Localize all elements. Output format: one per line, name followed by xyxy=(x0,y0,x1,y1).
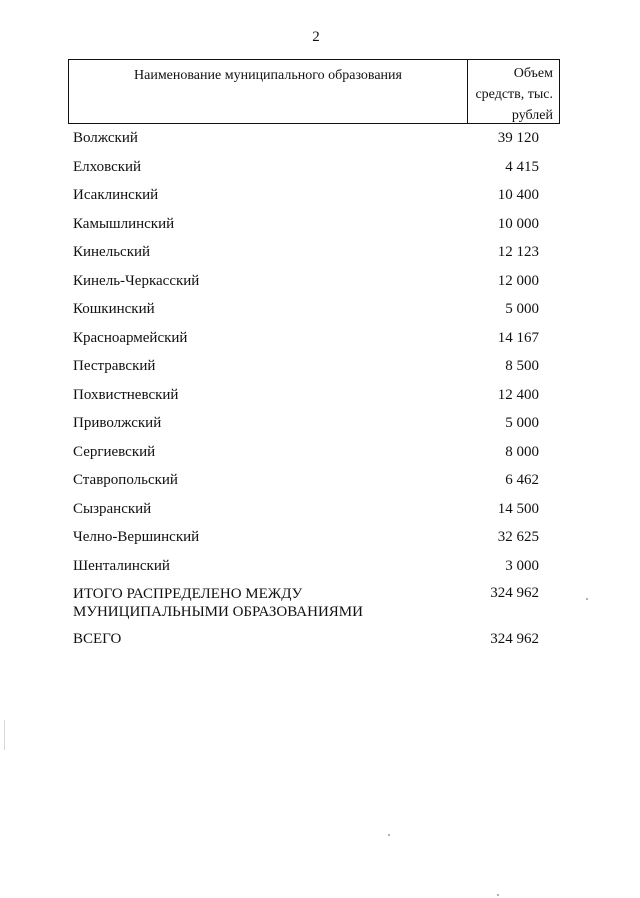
funds-value: 6 462 xyxy=(505,472,539,488)
table-row xyxy=(73,527,560,556)
table-row xyxy=(73,214,560,243)
municipality-name: Похвистневский xyxy=(73,386,179,403)
funds-value: 10 400 xyxy=(497,187,539,203)
funds-value: 5 000 xyxy=(505,301,539,317)
table-row xyxy=(73,470,560,499)
header-volume-line: Объем xyxy=(513,66,553,81)
funds-value: 12 000 xyxy=(497,272,539,289)
funds-value: 4 415 xyxy=(505,158,539,175)
funds-value: 14 167 xyxy=(497,329,539,346)
page-number: 2 xyxy=(312,29,320,45)
municipality-name: Исаклинский xyxy=(73,187,159,203)
funds-value: 3 000 xyxy=(505,557,539,574)
table-row xyxy=(73,271,560,300)
funds-value: 5 000 xyxy=(505,415,539,431)
municipality-name: Сызранский xyxy=(73,500,152,517)
header-municipality-name: Наименование муниципального образования xyxy=(69,60,468,123)
municipality-name: Кошкинский xyxy=(73,301,155,317)
municipality-name: Пестравский xyxy=(73,358,156,374)
municipality-name: Сергиевский xyxy=(73,443,156,460)
table-row xyxy=(73,442,560,471)
funds-value: 32 625 xyxy=(497,529,539,545)
header-volume-line: рублей xyxy=(511,108,553,123)
funds-value: 8 500 xyxy=(505,358,539,374)
table-header xyxy=(68,59,560,124)
table-row xyxy=(73,328,560,357)
funds-value: 12 123 xyxy=(497,244,539,260)
total-distributed-label: ИТОГО РАСПРЕДЕЛЕНО МЕЖДУ МУНИЦИПАЛЬНЫМИ ОБРАЗОВАНИЯМИ xyxy=(73,586,363,620)
scan-speck xyxy=(497,894,499,896)
header-funds-volume xyxy=(468,60,559,123)
municipality-list xyxy=(73,128,560,584)
municipality-name: Камышлинский xyxy=(73,215,175,232)
scan-edge-mark xyxy=(4,720,5,750)
municipality-name: Елховский xyxy=(73,158,142,175)
municipality-name: Волжский xyxy=(73,130,138,146)
funds-value: 8 000 xyxy=(505,443,539,460)
funds-value: 39 120 xyxy=(497,130,539,146)
total-distributed-value: 324 962 xyxy=(490,585,539,601)
municipality-name: Кинельский xyxy=(73,244,151,260)
table-row xyxy=(73,299,560,328)
header-volume-line: средств, тыс. xyxy=(475,87,553,102)
grand-total-value: 324 962 xyxy=(490,631,539,647)
funds-value: 12 400 xyxy=(497,386,539,403)
municipality-name: Шенталинский xyxy=(73,557,170,574)
total-distributed-row xyxy=(73,585,560,625)
municipality-name: Приволжский xyxy=(73,415,162,431)
municipality-name: Красноармейский xyxy=(73,329,188,346)
scan-speck xyxy=(388,834,390,836)
funds-value: 10 000 xyxy=(497,215,539,232)
municipality-name: Челно-Вершинский xyxy=(73,529,200,545)
grand-total-label: ВСЕГО xyxy=(73,631,122,647)
table-row xyxy=(73,157,560,186)
table-row xyxy=(73,499,560,528)
municipality-name: Кинель-Черкасский xyxy=(73,272,200,289)
table-row xyxy=(73,556,560,585)
table-row xyxy=(73,128,560,157)
table-row xyxy=(73,242,560,271)
table-row xyxy=(73,413,560,442)
scan-speck xyxy=(586,598,588,600)
funds-value: 14 500 xyxy=(497,500,539,517)
municipality-name: Ставропольский xyxy=(73,472,178,488)
table-row xyxy=(73,185,560,214)
table-row xyxy=(73,356,560,385)
table-row xyxy=(73,385,560,414)
